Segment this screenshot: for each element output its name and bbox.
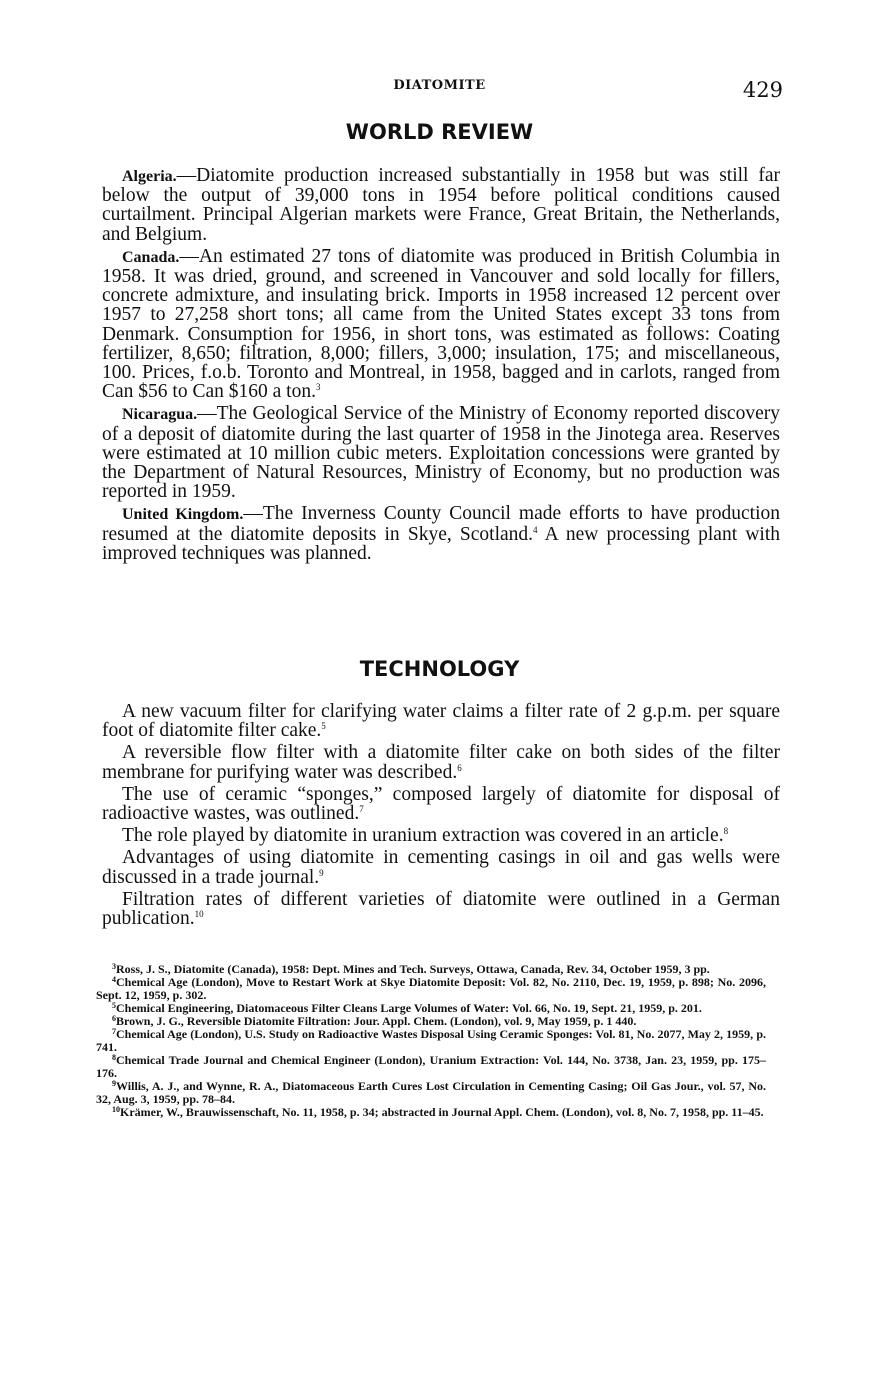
paragraph-text: —Diatomite production increased substantially in 1958 but was still far below the output of 39,000 tons in 1954 before political conditions caused curtailment. Principal Algerian markets were France, Great Britain, the Netherlands, and Belgium. (102, 165, 780, 245)
footnote-text: Chemical Age (London), U.S. Study on Radioactive Wastes Disposal Using Ceramic Sponges: Vol. 81, No. 2077, May 2, 1959, p. 741. (96, 1027, 766, 1054)
tech-paragraph (102, 743, 780, 781)
page-number: 429 (742, 78, 783, 102)
footnote (96, 976, 766, 1002)
paragraph-text: A new vacuum filter for clarifying water claims a filter rate of 2 g.p.m. per square foot of diatomite filter cake. (102, 701, 780, 742)
footnote (96, 1054, 766, 1080)
tech-paragraph (102, 826, 780, 845)
paragraph-text: The role played by diatomite in uranium extraction was covered in an article. (122, 825, 724, 847)
country-name: Algeria. (122, 168, 177, 185)
paragraph-text: Filtration rates of different varieties of diatomite were outlined in a German publication. (102, 888, 780, 930)
country-name: United Kingdom. (122, 506, 244, 524)
footnote-text: Brown, J. G., Reversible Diatomite Filtration: Jour. Appl. Chem. (London), vol. 9, May 1959, p. 1 440. (116, 1014, 637, 1028)
tech-paragraph (102, 890, 780, 928)
footnote-mark: 10 (112, 1105, 120, 1114)
running-title: DIATOMITE (393, 78, 486, 93)
footnote-text: Chemical Age (London), Move to Restart Work at Skye Diatomite Deposit: Vol. 82, No. 2110, Dec. 19, 1959, p. 898; No. 2096, Sept. 12, 1959, p. 302. (96, 975, 766, 1002)
footnote-mark: 8 (112, 1053, 116, 1062)
footnote-ref: 10 (194, 909, 204, 920)
footnote-ref: 4 (533, 524, 538, 535)
paragraph-text: —An estimated 27 tons of diatomite was produced in British Columbia in 1958. It was dried, ground, and screened in Vancouver and sold locally for fillers, concrete admixture, and insulating brick. Imports in 1958 increased 12 percent over 1957 to 27,258 short tons; all came from the United States except 33 tons from Denmark. Consumption for 1956, in short tons, was estimated as follows: Coating fertilizer, 8,650; filtration, 8,000; fillers, 3,000; insulation, 175; and miscellaneous, 100. Prices, f.o.b. Toronto and Montreal, in 1958, bagged and in carlots, ranged from Can $56 to Can $160 a ton. (102, 245, 780, 403)
footnote-mark: 6 (112, 1014, 116, 1023)
paragraph-algeria (102, 166, 780, 244)
footnote-mark: 3 (112, 962, 116, 971)
footnotes (96, 963, 766, 1119)
footnote-mark: 9 (112, 1079, 116, 1088)
footnote-ref: 3 (315, 382, 321, 393)
footnote (96, 1106, 766, 1119)
footnote-text: Ross, J. S., Diatomite (Canada), 1958: Dept. Mines and Tech. Surveys, Ottawa, Canada, Rev. 34, October 1959, 3 pp. (116, 962, 710, 976)
paragraph-text: The use of ceramic “sponges,” composed largely of diatomite for disposal of radioactive wastes, was outlined. (102, 783, 780, 825)
footnote-ref: 9 (319, 867, 324, 878)
paragraph-text: —The Geological Service of the Ministry of Economy reported discovery of a deposit of diatomite during the last quarter of 1958 in the Jinotega area. Reserves were estimated at 10 million cubic meters. Exploitation concessions were granted by the Department of Natural Resources, Ministry of Economy, but no production was reported in 1959. (102, 403, 780, 503)
footnote-ref: 5 (321, 721, 326, 732)
footnote-ref: 6 (457, 762, 462, 773)
paragraph-canada (102, 247, 780, 402)
footnote-mark: 7 (112, 1027, 116, 1036)
tech-paragraph (102, 702, 780, 740)
footnote-text: Chemical Trade Journal and Chemical Engineer (London), Uranium Extraction: Vol. 144, No. 3738, Jan. 23, 1959, pp. 175–176. (96, 1053, 766, 1080)
technology-body (102, 702, 780, 931)
technology-heading: TECHNOLOGY (359, 657, 520, 681)
paragraph-united-kingdom (102, 504, 780, 563)
footnote-ref: 8 (723, 826, 729, 837)
footnote-text: Chemical Engineering, Diatomaceous Filter Cleans Large Volumes of Water: Vol. 66, No. 19, Sept. 21, 1959, p. 201. (116, 1001, 702, 1015)
footnote (96, 1028, 766, 1054)
tech-paragraph (102, 785, 780, 823)
footnote-mark: 5 (112, 1001, 116, 1010)
footnote-mark: 4 (112, 975, 116, 984)
world-review-heading: WORLD REVIEW (345, 120, 534, 144)
paragraph-text: A reversible flow filter with a diatomite filter cake on both sides of the filter membrane for purifying water was described. (102, 742, 780, 783)
country-name: Canada. (122, 248, 180, 266)
tech-paragraph (102, 848, 780, 886)
footnote-ref: 7 (359, 804, 364, 815)
footnote (96, 1080, 766, 1106)
footnote-text: Willis, A. J., and Wynne, R. A., Diatomaceous Earth Cures Lost Circulation in Cementing Casing; Oil Gas Jour., vol. 57, No. 32, Aug. 3, 1959, pp. 78–84. (96, 1079, 766, 1106)
country-name: Nicaragua. (122, 406, 198, 424)
paragraph-text: A new processing plant with improved techniques was planned. (102, 523, 780, 564)
world-review-body (102, 166, 780, 566)
paragraph-nicaragua (102, 404, 780, 501)
footnote-text: Krämer, W., Brauwissenschaft, No. 11, 1958, p. 34; abstracted in Journal Appl. Chem. (London), vol. 8, No. 7, 1958, pp. 11–45. (120, 1105, 764, 1119)
paragraph-text: —The Inverness County Council made efforts to have production resumed at the diatomite deposits in Skye, Scotland. (102, 503, 780, 545)
paragraph-text: Advantages of using diatomite in cementing casings in oil and gas wells were discussed in a trade journal. (102, 847, 780, 888)
